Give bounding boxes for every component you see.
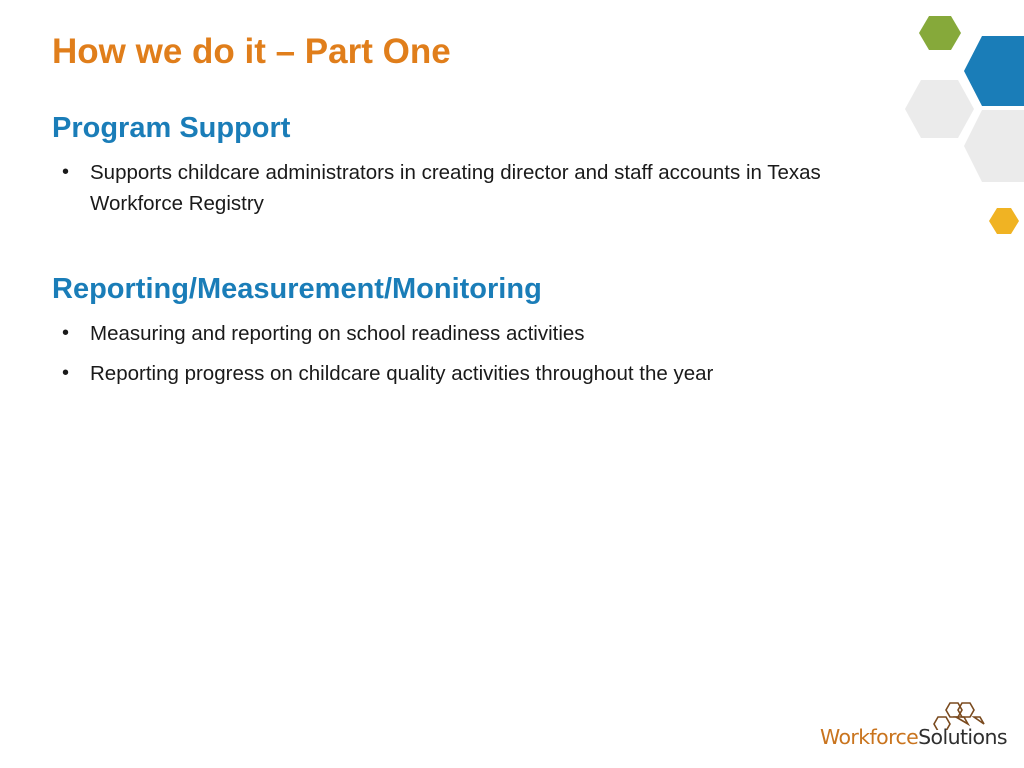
bullet-text: Reporting progress on childcare quality activities throughout the year	[90, 362, 714, 385]
bullet-glyph: •	[62, 362, 70, 384]
list-item	[62, 157, 912, 219]
green-hexagon	[919, 16, 961, 50]
logo-text	[820, 725, 1007, 749]
logo-word-solutions: Solutions	[918, 725, 1007, 749]
gray-hexagon-left	[905, 80, 974, 138]
bullet-list-reporting	[62, 318, 912, 398]
bullet-text: Measuring and reporting on school readiness activities	[90, 322, 585, 345]
slide-title: How we do it – Part One	[52, 32, 451, 71]
list-item	[62, 318, 912, 349]
logo-word-workforce: Workforce	[820, 725, 919, 749]
blue-hexagon	[964, 36, 1024, 106]
section-heading-program-support: Program Support	[52, 112, 291, 144]
yellow-hexagon	[989, 208, 1019, 234]
workforce-solutions-logo	[818, 700, 1008, 752]
gray-hexagon-right	[964, 110, 1024, 182]
bullet-list-program-support	[62, 157, 912, 228]
bullet-glyph: •	[62, 161, 70, 183]
bullet-text: Supports childcare administrators in creating director and staff accounts in Texas Workforce Registry	[90, 161, 821, 215]
bullet-glyph: •	[62, 322, 70, 344]
section-heading-reporting: Reporting/Measurement/Monitoring	[52, 273, 542, 305]
list-item	[62, 358, 912, 389]
